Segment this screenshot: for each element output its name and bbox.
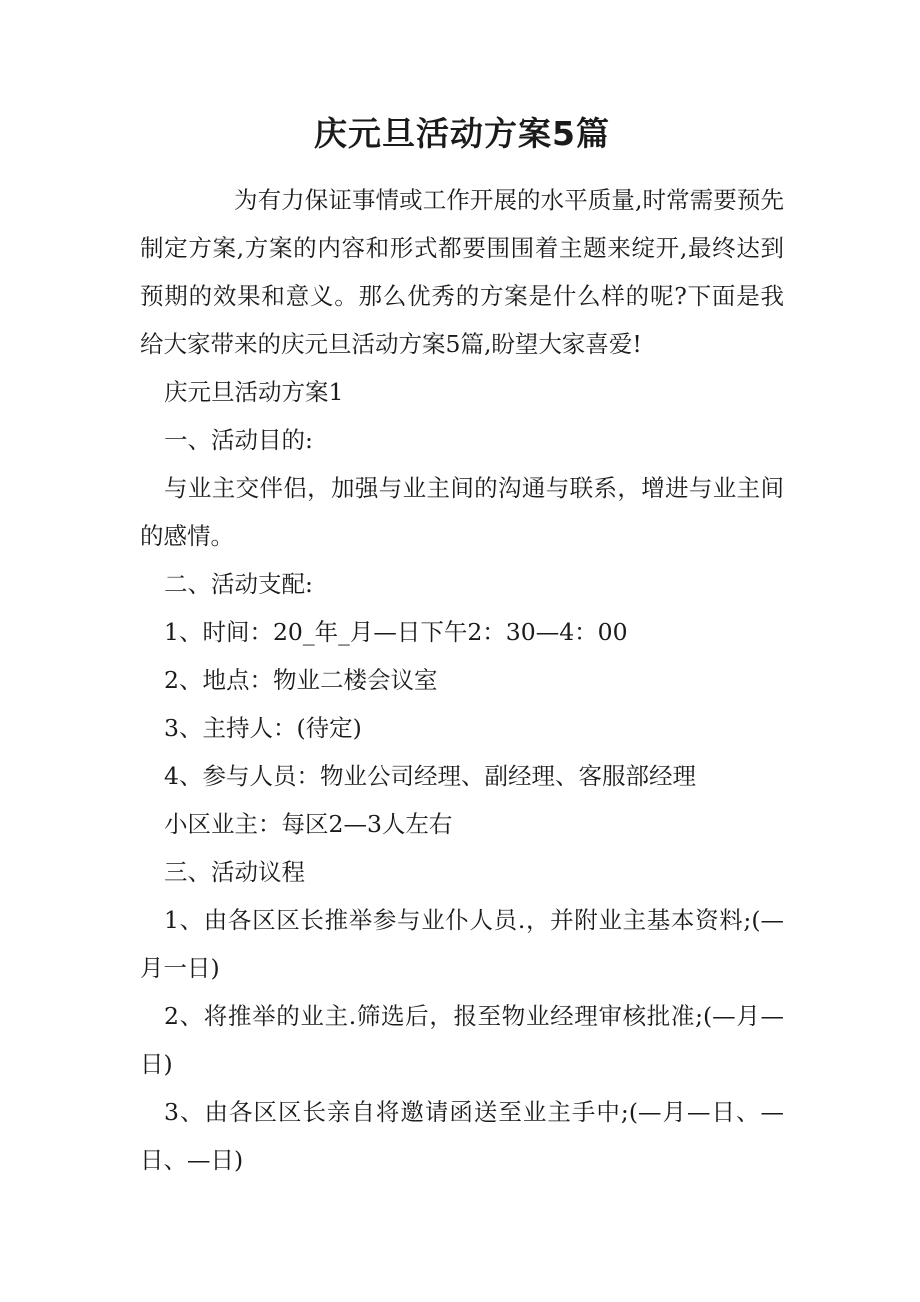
list-item-time: 1、时间：20_年_月—日下午2：30—4：00 [164,618,628,646]
agenda-item-3: 3、由各区区长亲自将邀请函送至业主手中;(—月—日、—日、—日) [140,1098,784,1174]
list-item-host: 3、主持人：(待定) [164,714,362,742]
paragraph-purpose: 与业主交伴侣，加强与业主间的沟通与联系，增进与业主间的感情。 [140,474,784,550]
section-heading-agenda: 三、活动议程 [164,858,305,886]
section-heading-purpose: 一、活动目的: [164,426,313,454]
agenda-item-2: 2、将推举的业主.筛选后，报至物业经理审核批准;(—月—日) [140,1002,784,1078]
document-title: 庆元旦活动方案5篇 [314,114,610,153]
section-heading-arrangement: 二、活动支配: [164,570,313,598]
section-heading-plan-1: 庆元旦活动方案1 [164,378,344,406]
list-item-participants: 4、参与人员：物业公司经理、副经理、客服部经理 [164,762,696,790]
list-item-location: 2、地点：物业二楼会议室 [164,666,438,694]
list-item-owners: 小区业主：每区2—3人左右 [164,810,453,838]
intro-paragraph: 为有力保证事情或工作开展的水平质量,时常需要预先制定方案,方案的内容和形式都要围围着主题来绽开,最终达到预期的效果和意义。那么优秀的方案是什么样的呢?下面是我给大家带来的庆元旦活动方案5篇,盼望大家喜爱! [140,186,784,358]
agenda-item-1: 1、由各区区长推举参与业仆人员.，并附业主基本资料;(—月一日) [140,906,784,982]
